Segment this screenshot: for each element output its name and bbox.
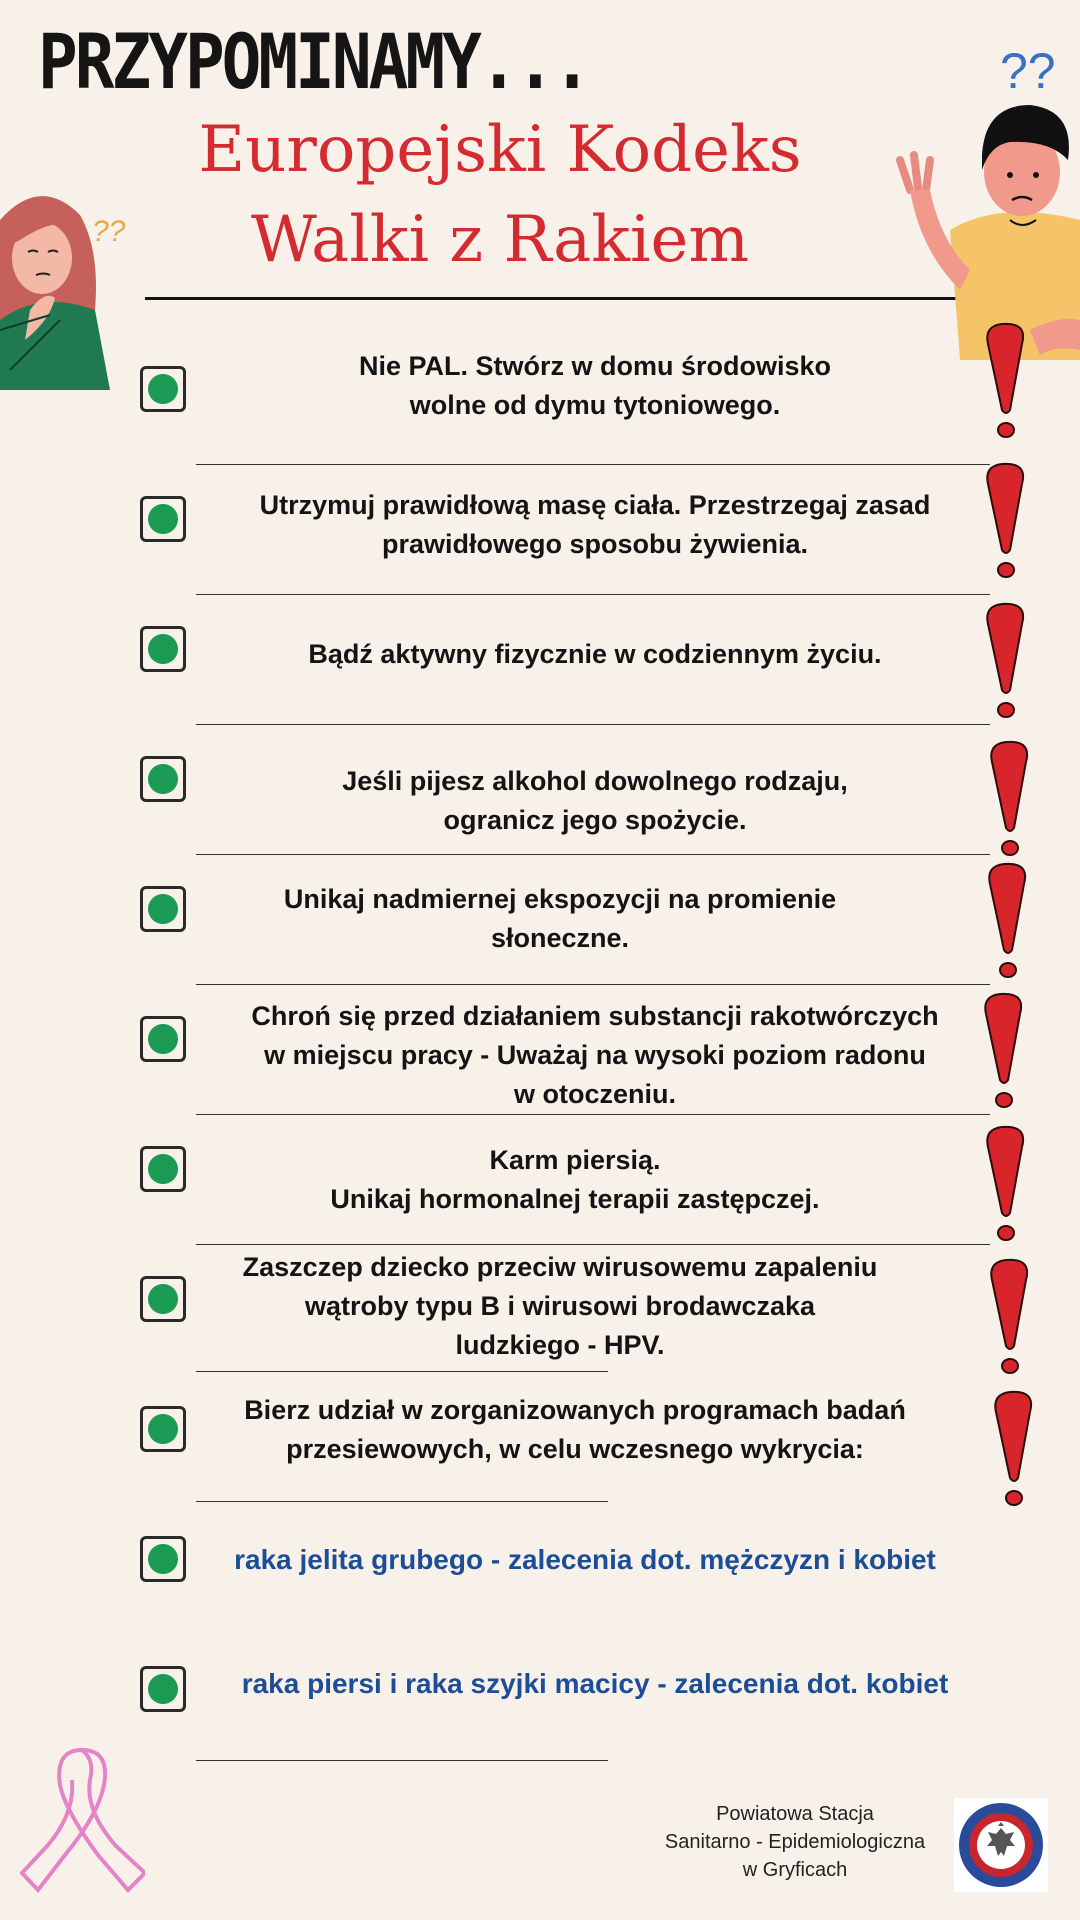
exclamation-icon bbox=[984, 862, 1034, 982]
footer-line-2: Sanitarno - Epidemiologiczna bbox=[664, 1831, 926, 1853]
item-divider bbox=[196, 854, 990, 855]
item-text: Chroń się przed działaniem substancji rakotwórczych w miejscu pracy - Uważaj na wysoki poziom radonu w otoczeniu. bbox=[251, 1001, 939, 1109]
item-text: Bierz udział w zorganizowanych programach badań przesiewowych, w celu wczesnego wykrycia: bbox=[244, 1395, 906, 1464]
checkbox-icon bbox=[140, 496, 186, 542]
man-illustration-icon bbox=[890, 100, 1080, 360]
checkbox-icon bbox=[140, 366, 186, 412]
item-text: Nie PAL. Stwórz w domu środowisko wolne od dymu tytoniowego. bbox=[358, 351, 832, 420]
exclamation-icon bbox=[986, 740, 1036, 860]
item-divider bbox=[196, 464, 990, 465]
list-item-body-weight bbox=[140, 477, 990, 607]
exclamation-icon bbox=[982, 322, 1032, 442]
list-item-carcinogens bbox=[140, 997, 990, 1127]
exclamation-icon bbox=[990, 1390, 1040, 1510]
page-title bbox=[140, 105, 860, 285]
exclamation-icon bbox=[982, 462, 1032, 582]
woman-illustration-icon bbox=[0, 180, 130, 390]
item-text: Unikaj nadmiernej ekspozycji na promienie słoneczne. bbox=[283, 884, 837, 953]
item-divider bbox=[196, 1244, 990, 1245]
eagle-emblem-icon bbox=[954, 1798, 1048, 1892]
exclamation-icon bbox=[982, 1125, 1032, 1245]
checkbox-icon bbox=[140, 1016, 186, 1062]
checkbox-icon bbox=[140, 626, 186, 672]
item-text: Karm piersią. Unikaj hormonalnej terapii zastępczej. bbox=[330, 1145, 820, 1214]
item-divider bbox=[196, 724, 990, 725]
footer-line-1: Powiatowa Stacja bbox=[716, 1803, 874, 1825]
footer-line-3: w Gryficach bbox=[742, 1859, 848, 1881]
list-item-breastfeeding bbox=[140, 1127, 990, 1257]
list-item-no-smoking bbox=[140, 347, 990, 477]
question-marks-right: ?? bbox=[1000, 43, 1056, 99]
title-line-2: Walki z Rakiem bbox=[250, 203, 750, 277]
item-divider bbox=[196, 594, 990, 595]
item-link-text: raka jelita grubego - zalecenia dot. mężczyzn i kobiet bbox=[234, 1544, 936, 1575]
exclamation-icon bbox=[986, 1258, 1036, 1378]
item-divider bbox=[196, 1501, 608, 1502]
item-divider bbox=[196, 984, 990, 985]
list-item-screening bbox=[140, 1387, 990, 1517]
list-item-vaccination bbox=[140, 1252, 990, 1387]
kicker-heading: PRZYPOMINAMY... bbox=[38, 18, 590, 107]
sanitary-inspection-logo bbox=[954, 1798, 1048, 1892]
pink-ribbon-icon bbox=[20, 1745, 145, 1895]
item-divider bbox=[196, 1371, 608, 1372]
checkbox-icon bbox=[140, 1666, 186, 1712]
footer-institution bbox=[640, 1800, 950, 1884]
item-text: Utrzymuj prawidłową masę ciała. Przestrzegaj zasad prawidłowego sposobu żywienia. bbox=[259, 490, 931, 559]
item-text: Bądź aktywny fizycznie w codziennym życiu. bbox=[308, 639, 882, 669]
item-divider bbox=[196, 1760, 608, 1761]
list-item-sun-exposure bbox=[140, 867, 990, 997]
checkbox-icon bbox=[140, 1536, 186, 1582]
exclamation-icon bbox=[980, 992, 1030, 1112]
exclamation-icon bbox=[982, 602, 1032, 722]
list-item-physical-activity bbox=[140, 607, 990, 737]
item-link-text: raka piersi i raka szyjki macicy - zalecenia dot. kobiet bbox=[241, 1668, 949, 1699]
item-text: Zaszczep dziecko przeciw wirusowemu zapaleniu wątroby typu B i wirusowi brodawczaka ludzkiego - HPV. bbox=[242, 1252, 878, 1360]
list-item-breast-cervical-screening bbox=[140, 1647, 990, 1777]
list-item-colorectal-screening bbox=[140, 1517, 990, 1647]
checkbox-icon bbox=[140, 756, 186, 802]
item-divider bbox=[196, 1114, 990, 1115]
title-line-1: Europejski Kodeks bbox=[198, 113, 802, 187]
item-text: Jeśli pijesz alkohol dowolnego rodzaju, ogranicz jego spożycie. bbox=[342, 766, 848, 835]
list-item-alcohol bbox=[140, 737, 990, 867]
question-marks-left: ?? bbox=[92, 215, 126, 248]
